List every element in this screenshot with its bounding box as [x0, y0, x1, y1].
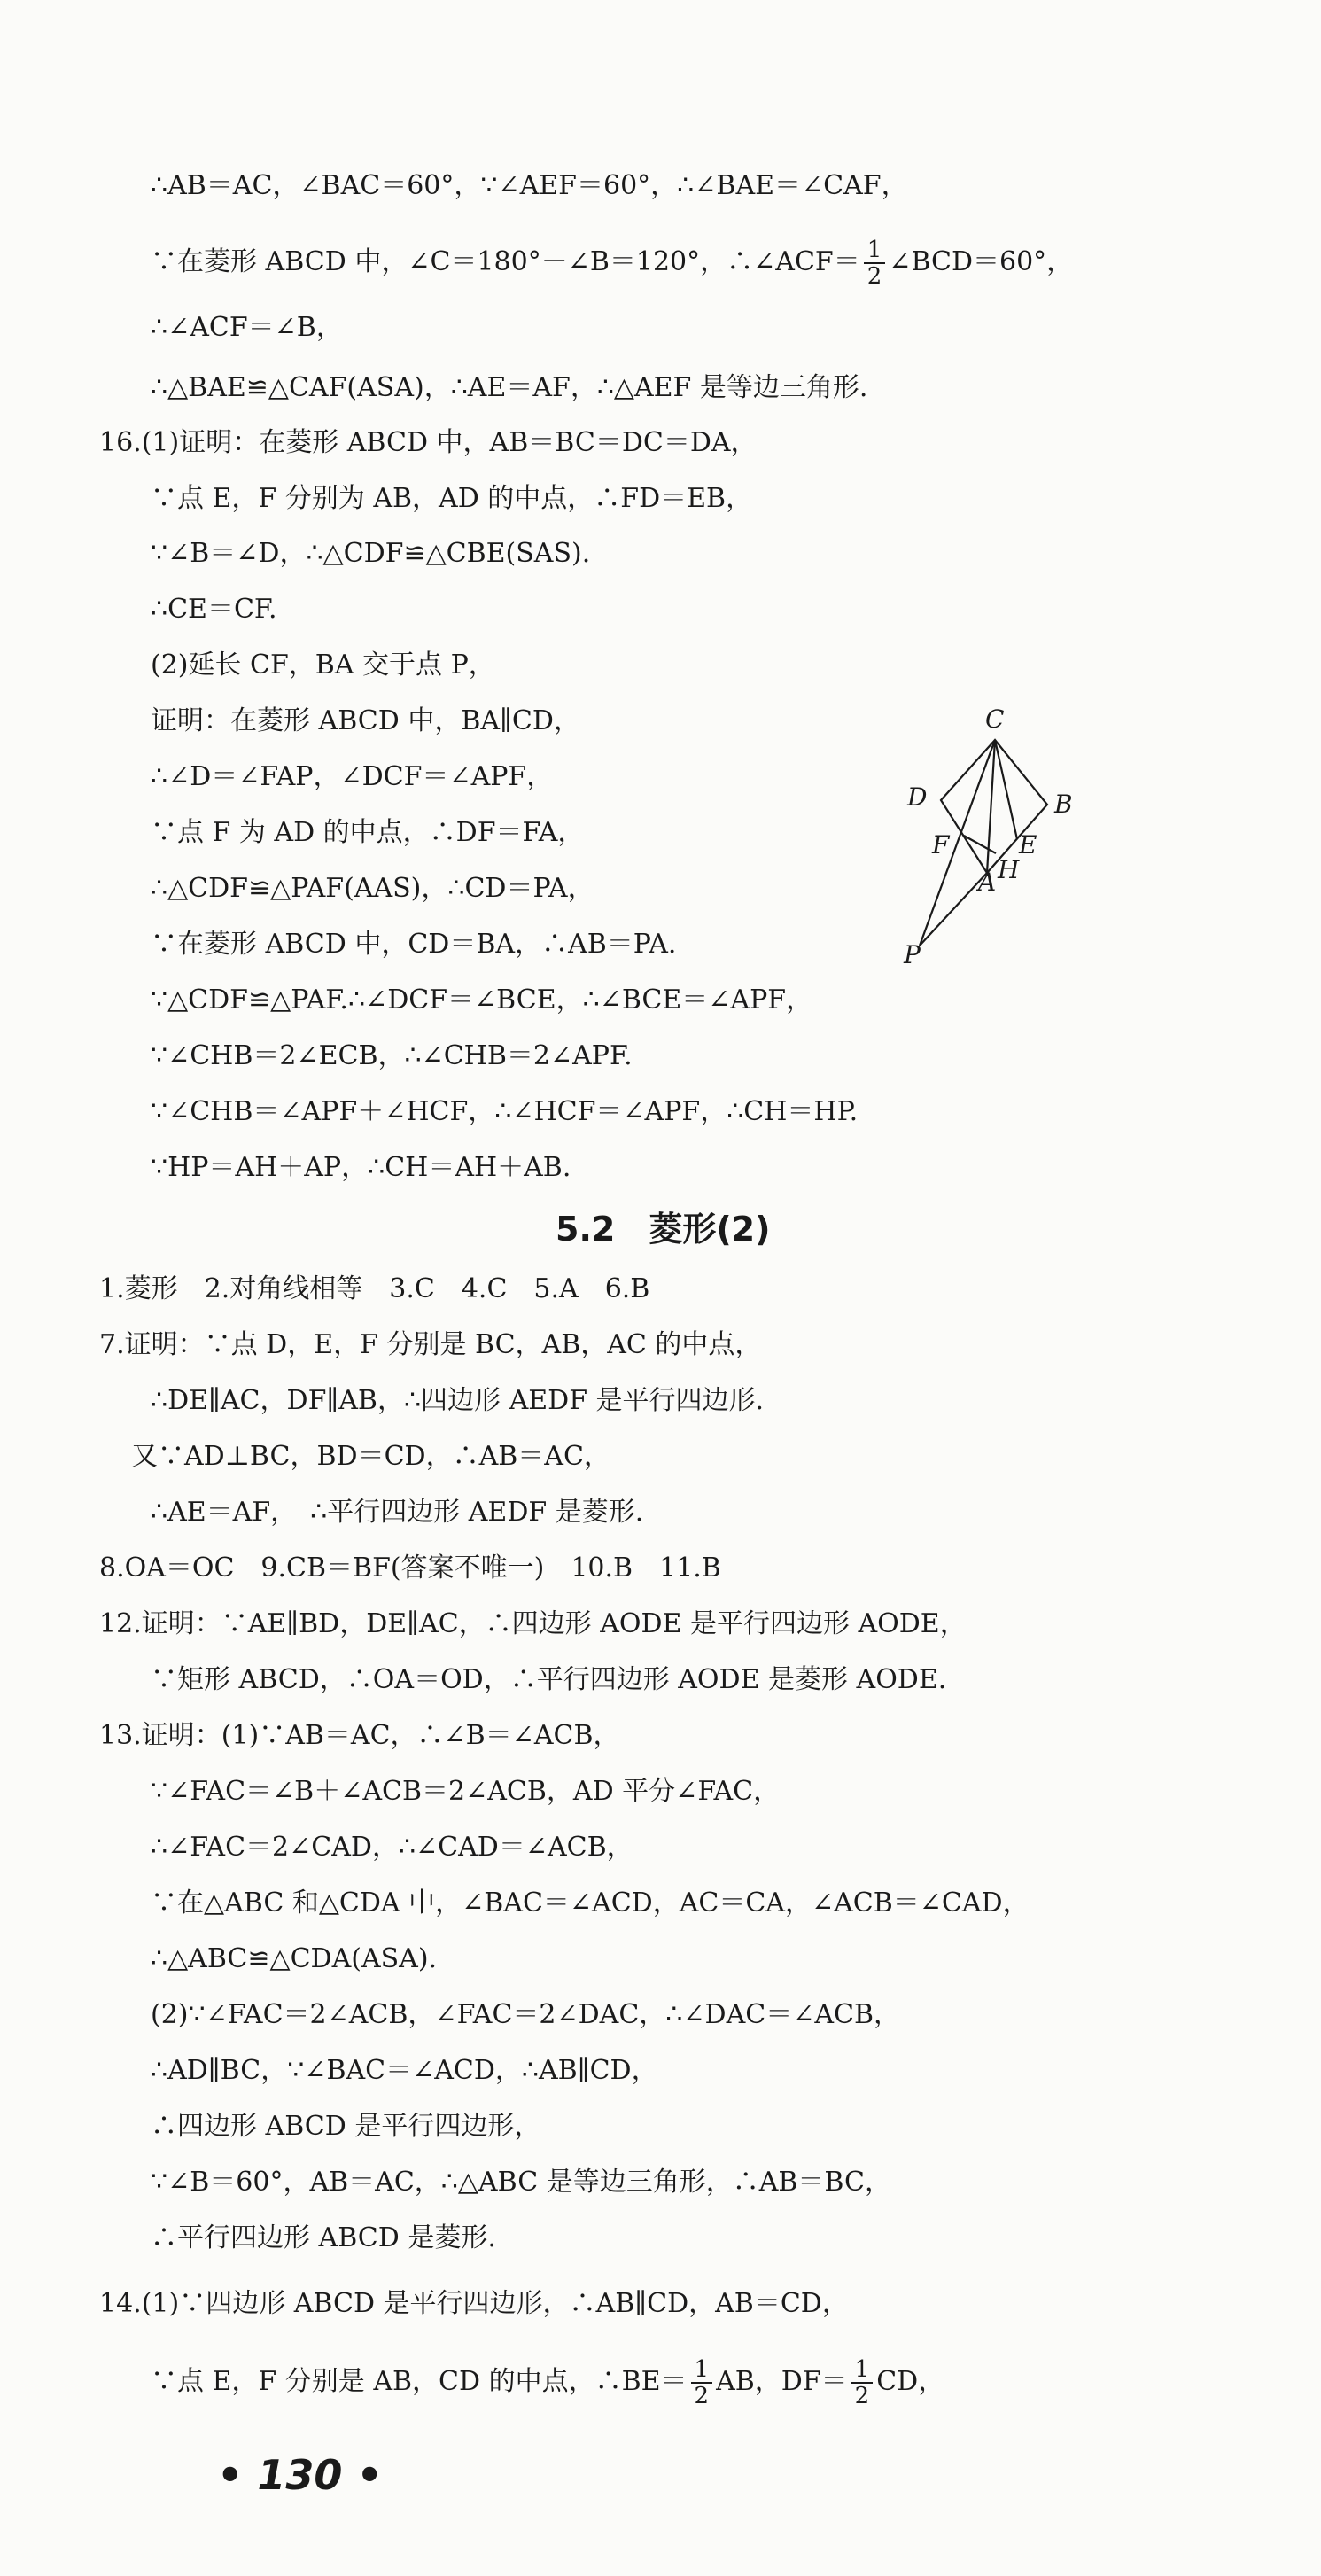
text-line: ∵∠B＝∠D，∴△CDF≌△CBE(SAS).: [151, 538, 591, 569]
rhombus-figure: [895, 704, 1125, 970]
label-B: B: [1054, 790, 1073, 819]
text-line-fraction: ∵点 E，F 分别是 AB，CD 的中点，∴BE＝ $\frac{1}{2}$ AB，DF＝ $\frac{1}{2}$ CD，: [151, 2356, 945, 2409]
text-line: ∵∠FAC＝∠B＋∠ACB＝2∠ACB，AD 平分∠FAC，: [151, 1776, 781, 1807]
text-line-fraction: ∵在菱形 ABCD 中，∠C＝180°－∠B＝120°，∴∠ACF＝ $\frac{1}{2}$ ∠BCD＝60°，: [151, 237, 1074, 290]
text-line: ∴∠FAC＝2∠CAD，∴∠CAD＝∠ACB，: [151, 1832, 633, 1863]
label-F: F: [932, 830, 950, 860]
text-line: ∵∠CHB＝2∠ECB，∴∠CHB＝2∠APF.: [151, 1040, 633, 1071]
text-line: ∴AB＝AC，∠BAC＝60°，∵∠AEF＝60°，∴∠BAE＝∠CAF，: [151, 170, 908, 201]
problem-7-header: 7.证明：∵点 D，E，F 分别是 BC，AB，AC 的中点，: [99, 1329, 762, 1360]
problem-12-header: 12.证明：∵AE∥BD，DE∥AC，∴四边形 AODE 是平行四边形 AODE，: [99, 1608, 967, 1639]
segment-AP: [920, 873, 987, 946]
problem-16-header: 16.(1)证明：在菱形 ABCD 中，AB＝BC＝DC＝DA，: [99, 427, 758, 458]
text-line: ∴∠ACF＝∠B，: [151, 312, 343, 343]
label-D: D: [907, 782, 928, 812]
segment-CP: [920, 740, 995, 946]
text-line: ∵在菱形 ABCD 中，CD＝BA，∴AB＝PA.: [151, 929, 677, 960]
text-line: ∵△CDF≌△PAF.∴∠DCF＝∠BCE，∴∠BCE＝∠APF，: [151, 984, 813, 1016]
text-line: ∴四边形 ABCD 是平行四边形，: [151, 2111, 541, 2142]
label-E: E: [1019, 830, 1037, 860]
text-line: ∵HP＝AH＋AP，∴CH＝AH＋AB.: [151, 1152, 571, 1183]
text-line: (2)∵∠FAC＝2∠ACB，∠FAC＝2∠DAC，∴∠DAC＝∠ACB，: [151, 1999, 900, 2030]
label-H: H: [998, 855, 1020, 884]
text-line: ∵矩形 ABCD，∴OA＝OD，∴平行四边形 AODE 是菱形 AODE.: [151, 1664, 947, 1695]
text-line: ∵点 F 为 AD 的中点，∴DF＝FA，: [151, 817, 585, 848]
answers-1-6: 1.菱形 2.对角线相等 3.C 4.C 5.A 6.B: [99, 1273, 650, 1304]
fraction: $\frac{1}{2}$: [691, 2357, 713, 2409]
text-line: ∵点 E，F 分别为 AB，AD 的中点，∴FD＝EB，: [151, 483, 753, 514]
text-line: ∴AE＝AF， ∴平行四边形 AEDF 是菱形.: [151, 1497, 644, 1528]
text-line: ∵在△ABC 和△CDA 中，∠BAC＝∠ACD，AC＝CA，∠ACB＝∠CAD，: [151, 1887, 1030, 1918]
text-line: ∵∠B＝60°，AB＝AC，∴△ABC 是等边三角形，∴AB＝BC，: [151, 2167, 891, 2198]
section-heading: 5.2 菱形(2): [556, 1210, 771, 1249]
text-line: ∴∠D＝∠FAP，∠DCF＝∠APF，: [151, 761, 554, 792]
label-P: P: [904, 940, 921, 969]
problem-14-header: 14.(1)∵四边形 ABCD 是平行四边形，∴AB∥CD，AB＝CD，: [99, 2288, 849, 2319]
page-number: • 130 •: [217, 2451, 383, 2499]
text-line: (2)延长 CF，BA 交于点 P，: [151, 650, 495, 681]
text-line: ∴CE＝CF.: [151, 594, 277, 625]
text-line: ∴平行四边形 ABCD 是菱形.: [151, 2222, 496, 2253]
label-C: C: [985, 704, 1005, 734]
answers-8-11: 8.OA＝OC 9.CB＝BF(答案不唯一) 10.B 11.B: [99, 1553, 721, 1584]
text-line: 又∵AD⊥BC，BD＝CD，∴AB＝AC，: [131, 1441, 610, 1472]
text-line: ∴△ABC≌△CDA(ASA).: [151, 1943, 438, 1974]
text-line: ∵∠CHB＝∠APF＋∠HCF，∴∠HCF＝∠APF，∴CH＝HP.: [151, 1096, 859, 1127]
text-line: ∴AD∥BC，∵∠BAC＝∠ACD，∴AB∥CD，: [151, 2055, 658, 2086]
fraction: $\frac{1}{2}$: [864, 237, 886, 289]
text-line: ∴DE∥AC，DF∥AB，∴四边形 AEDF 是平行四边形.: [151, 1385, 765, 1416]
problem-13-header: 13.证明：(1)∵AB＝AC，∴∠B＝∠ACB，: [99, 1720, 620, 1751]
fraction: $\frac{1}{2}$: [851, 2357, 874, 2409]
text-line: 证明：在菱形 ABCD 中，BA∥CD，: [151, 705, 580, 736]
text-line: ∴△CDF≌△PAF(AAS)，∴CD＝PA，: [151, 873, 594, 904]
label-A: A: [978, 868, 997, 897]
text-line: ∴△BAE≌△CAF(ASA)，∴AE＝AF，∴△AEF 是等边三角形.: [151, 372, 868, 403]
